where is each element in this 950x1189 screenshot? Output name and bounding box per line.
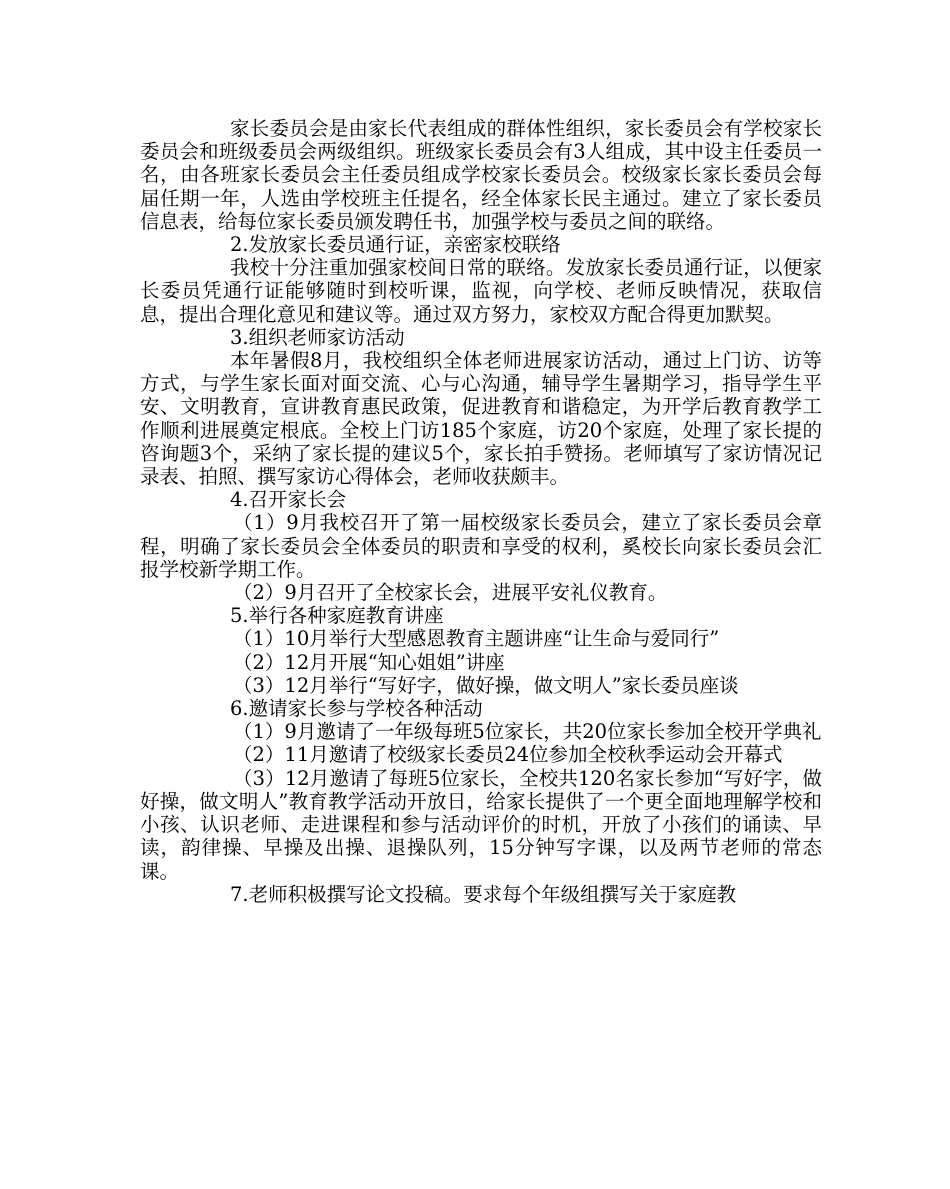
heading-item-5: 5.举行各种家庭教育讲座	[230, 604, 444, 628]
paragraph-item-2: 我校十分注重加强家校间日常的联络。发放家长委员通行证，以便家长委员凭通行证能够随时到校听课，监视，向学校、老师反映情况，获取信息，提出合理化意见和建议等。通过双方努力，家校双方配合得更加默契。	[140, 256, 822, 326]
paragraph-item-5-1: （1）10月举行大型感恩教育主题讲座“让生命与爱同行”	[233, 627, 720, 651]
paragraph-item-4-1: （1）9月我校召开了第一届校级家长委员会，建立了家长委员会章程，明确了家长委员会全体委员的职责和享受的权利，奚校长向家长委员会汇报学校新学期工作。	[140, 511, 822, 581]
paragraph-item-6-1: （1）9月邀请了一年级每班5位家长，共20位家长参加全校开学典礼	[233, 720, 822, 744]
heading-item-4: 4.召开家长会	[230, 488, 347, 512]
paragraph-item-5-3: （3）12月举行“写好字，做好操，做文明人”家长委员座谈	[233, 673, 739, 697]
paragraph-item-6-2: （2）11月邀请了校级家长委员24位参加全校秋季运动会开幕式	[233, 743, 783, 767]
paragraph-item-4-2: （2）9月召开了全校家长会，进展平安礼仪教育。	[233, 581, 668, 605]
paragraph-parent-committee-intro: 家长委员会是由家长代表组成的群体性组织，家长委员会有学校家长委员会和班级委员会两级组织。班级家长委员会有3人组成，其中设主任委员一名，由各班家长委员会主任委员组成学校家长委员会。校级家长家长委员会每届任期一年，人选由学校班主任提名，经全体家长民主通过。建立了家长委员信息表，给每位家长委员颁发聘任书，加强学校与委员之间的联络。	[140, 117, 822, 233]
paragraph-item-7: 7.老师积极撰写论文投稿。要求每个年级组撰写关于家庭教	[230, 882, 737, 906]
heading-item-6: 6.邀请家长参与学校各种活动	[230, 697, 483, 721]
heading-item-2: 2.发放家长委员通行证，亲密家校联络	[230, 233, 561, 257]
paragraph-item-3: 本年暑假8月，我校组织全体老师进展家访活动，通过上门访、访等方式，与学生家长面对面交流、心与心沟通，辅导学生暑期学习，指导学生平安、文明教育，宣讲教育惠民政策，促进教育和谐稳定，为开学后教育教学工作顺利进展奠定根底。全校上门访185个家庭，访20个家庭，处理了家长提的咨询题3个，采纳了家长提的建议5个，家长拍手赞扬。老师填写了家访情况记录表、拍照、撰写家访心得体会，老师收获颇丰。	[140, 349, 822, 489]
heading-item-3: 3.组织老师家访活动	[230, 325, 405, 349]
paragraph-item-5-2: （2）12月开展“知心姐姐”讲座	[233, 650, 505, 674]
document-body	[140, 117, 822, 906]
paragraph-item-6-3: （3）12月邀请了每班5位家长，全校共120名家长参加“写好字，做好操，做文明人”教育教学活动开放日，给家长提供了一个更全面地理解学校和小孩、认识老师、走进课程和参与活动评价的时机，开放了小孩们的诵读、早读，韵律操、早操及出操、退操队列，15分钟写字课，以及两节老师的常态课。	[140, 766, 822, 883]
